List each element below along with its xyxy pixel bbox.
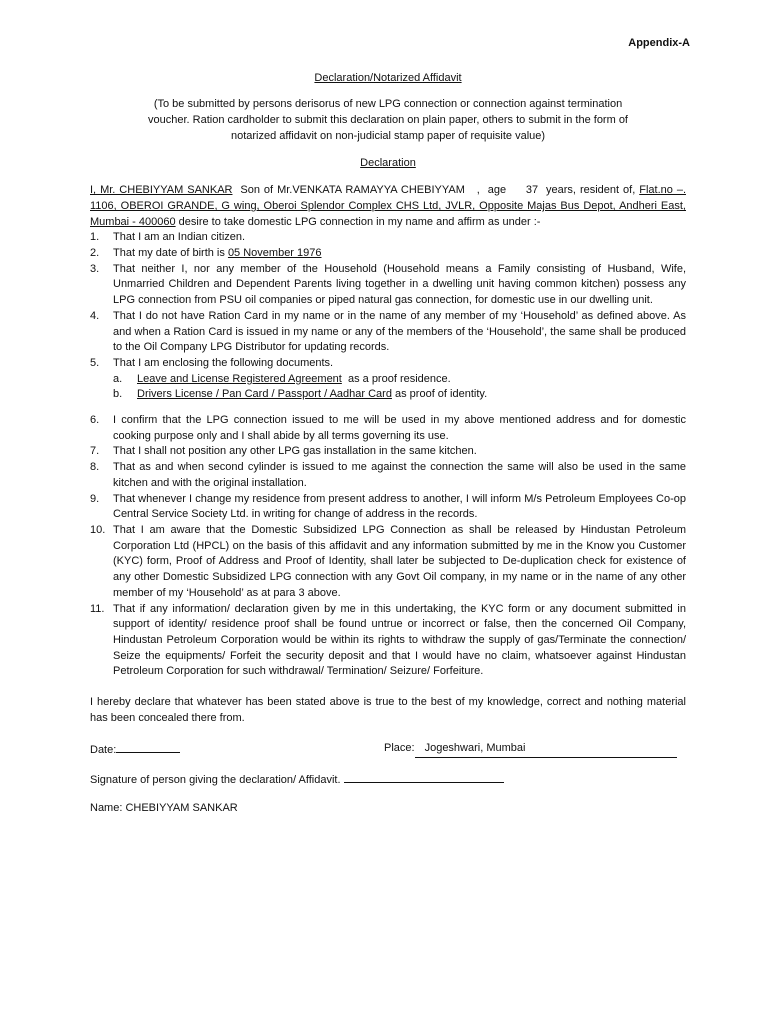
item-text: That neither I, nor any member of the Household (Household means a Family consisting of Husband, Wife, Unmarried Children and Dependent Parents living together in a dwelling unit having common kitchen) possess any LPG connection from PSU oil companies or piped natural gas connection, for domestic use in our dwelling unit. <box>113 262 686 307</box>
document-letter: a. <box>113 372 123 385</box>
list-item <box>90 460 686 491</box>
document-purpose: as proof of identity. <box>391 388 488 401</box>
place-label: Place: <box>384 742 415 755</box>
document-title: Declaration/Notarized Affidavit <box>314 71 462 84</box>
item-text: That whenever I change my residence from present address to another, I will inform M/s Petroleum Employees Co-op Central Service Society Ltd. in writing for change of address in the records. <box>113 492 686 521</box>
item-text: That if any information/ declaration given by me in this undertaking, the KYC form or any document submitted in support of identity/ residence proof shall be found untrue or incorrect or false, then the concerned Oil Company, Hindustan Petroleum Corporation would be within its rights to withdraw the supply of gas/Terminate the connection/ Seize the equipments/ Forfeit the security deposit and that I would have no claim, whatsoever against Hindustan Petroleum Corporation for such withdrawal/ Termination/ Seizure/ Forfeiture. <box>113 602 686 678</box>
item-number: 11. <box>90 602 105 615</box>
item-number: 1. <box>90 231 100 244</box>
intro-text-2: desire to take domestic LPG connection in my name and affirm as under :- <box>175 215 541 228</box>
list-item <box>90 309 686 356</box>
subtitle-line: notarized affidavit on non-judicial stamp paper of requisite value) <box>230 129 546 142</box>
date-of-birth: 05 November 1976 <box>227 247 322 260</box>
item-text: That as and when second cylinder is issued to me against the connection the same will also be used in the same kitchen and with the original installation. <box>113 461 686 489</box>
list-item <box>90 356 686 372</box>
document-item <box>113 387 686 403</box>
signature-row <box>90 771 686 789</box>
declarant-name: I, Mr. CHEBIYYAM SANKAR <box>90 184 233 197</box>
subtitle-line: voucher. Ration cardholder to submit this declaration on plain paper, others to submit in the form of <box>148 114 628 127</box>
date-field <box>90 741 180 759</box>
item-text: That I am enclosing the following documents. <box>113 356 334 369</box>
item-text: That I shall not position any other LPG gas installation in the same kitchen. <box>113 445 477 458</box>
declarant-name-line: Name: CHEBIYYAM SANKAR <box>90 802 238 815</box>
intro-text: Son of Mr.VENKATA RAMAYYA CHEBIYYAM , age 37 years, resident of, <box>232 184 636 197</box>
dob-label: That my date of birth is <box>113 247 228 260</box>
item-text: That I do not have Ration Card in my name or in the name of any member of my ‘Household’ as defined above. As and when a Ration Card is issued in my name or any of the members of the ‘Household’, the same shall be produced to the Oil Company LPG Distributor for updating records. <box>113 309 686 354</box>
appendix-label: Appendix-A <box>628 37 690 49</box>
signature-blank-line <box>344 771 504 783</box>
declaration-heading: Declaration <box>360 156 416 169</box>
item-number: 4. <box>90 309 100 322</box>
date-label: Date: <box>90 744 117 757</box>
list-item <box>90 246 686 262</box>
item-number: 7. <box>90 445 100 458</box>
item-number: 3. <box>90 262 100 275</box>
list-item <box>90 492 686 523</box>
closing-statement: I hereby declare that whatever has been stated above is true to the best of my knowledge, correct and nothing material has been concealed there from. <box>90 696 686 724</box>
item-number: 9. <box>90 492 100 505</box>
item-text: I confirm that the LPG connection issued to me will be used in my above mentioned address and for domestic cooking purpose only and I shall abide by all terms governing its use. <box>113 414 686 442</box>
document-item <box>113 372 686 388</box>
item-number: 2. <box>90 247 100 260</box>
list-item <box>90 413 686 444</box>
item-text <box>113 246 686 262</box>
declarant-address: Flat.no –. 1106, OBEROI GRANDE, G wing, Oberoi Splendor Complex CHS Ltd, JVLR, Opposite Majas Bus Depot, Andheri East, Mumbai - 400060 <box>90 184 686 228</box>
declaration-list-continued <box>90 413 686 680</box>
item-text: That I am aware that the Domestic Subsidized LPG Connection as shall be released by Hindustan Petroleum Corporation Ltd (HPCL) on the basis of this affidavit and any information submitted by me in the Know you Customer (KYC) form, Proof of Address and Proof of Identity, shall later be subjected to De-duplication check for existence of any other Domestic Subsidized LPG connection with any Govt Oil company, in my name or in the name of any other member of my ‘Household’ as at para 3 above. <box>113 523 686 599</box>
item-number: 6. <box>90 414 100 427</box>
place-value <box>415 741 677 758</box>
declaration-intro <box>90 183 686 230</box>
document-purpose: as a proof residence. <box>341 372 451 385</box>
item-number: 10. <box>90 523 106 536</box>
list-item <box>90 262 686 309</box>
declaration-list <box>90 230 686 371</box>
date-blank-line <box>116 741 180 753</box>
item-text: That I am an Indian citizen. <box>113 231 246 244</box>
subtitle-line: (To be submitted by persons derisorus of new LPG connection or connection against termination <box>153 98 623 111</box>
list-item <box>90 523 686 602</box>
list-item <box>90 230 686 246</box>
list-item <box>90 444 686 460</box>
place-field <box>384 741 677 758</box>
document-name: Drivers License / Pan Card / Passport / Aadhar Card <box>137 388 392 401</box>
item-number: 8. <box>90 461 100 474</box>
signature-label: Signature of person giving the declaration/ Affidavit. <box>90 774 344 787</box>
item-number: 5. <box>90 356 100 369</box>
document-letter: b. <box>113 388 123 401</box>
list-item <box>90 602 686 681</box>
place-value-text: Jogeshwari, Mumbai <box>424 742 526 755</box>
document-subtitle <box>90 97 686 144</box>
spacer <box>90 403 686 413</box>
document-name: Leave and License Registered Agreement <box>137 372 342 385</box>
date-place-row <box>90 741 686 757</box>
